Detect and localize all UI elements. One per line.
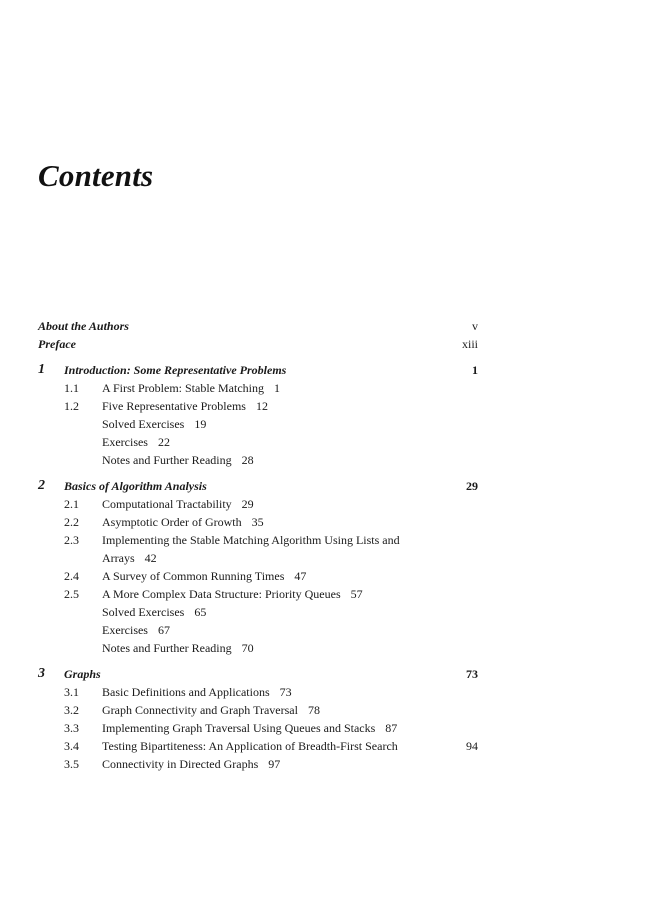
- section-title: Basic Definitions and Applications: [102, 685, 270, 699]
- toc-section-1-1[interactable]: [38, 379, 478, 397]
- toc-section-2-5[interactable]: [38, 585, 478, 603]
- section-number: 1.1: [64, 381, 79, 395]
- section-page: 78: [307, 703, 320, 717]
- section-title: Implementing the Stable Matching Algorithm Using Lists and: [102, 533, 400, 547]
- toc-entry-about-the-authors[interactable]: [38, 317, 478, 335]
- section-page: 87: [385, 721, 398, 735]
- section-title: Solved Exercises: [102, 605, 185, 619]
- table-of-contents: [38, 317, 478, 773]
- section-number: 3.5: [64, 757, 79, 771]
- section-title: Five Representative Problems: [102, 399, 246, 413]
- toc-chapter-2[interactable]: [38, 477, 478, 495]
- toc-section-1-notes[interactable]: [38, 451, 478, 469]
- section-title: Graph Connectivity and Graph Traversal: [102, 703, 298, 717]
- section-page: 70: [241, 641, 254, 655]
- toc-entry-label: Preface: [38, 337, 76, 351]
- chapter-number: 1: [38, 362, 45, 377]
- section-page: 35: [251, 515, 264, 529]
- toc-section-3-5[interactable]: [38, 755, 478, 773]
- section-number: 3.1: [64, 685, 79, 699]
- chapter-title: Graphs: [64, 667, 101, 681]
- section-title: Solved Exercises: [102, 417, 185, 431]
- section-title: Implementing Graph Traversal Using Queues and Stacks: [102, 721, 376, 735]
- toc-entry-label: About the Authors: [38, 319, 129, 333]
- section-number: 3.3: [64, 721, 79, 735]
- section-page: 67: [157, 623, 170, 637]
- chapter-page: 73: [466, 667, 478, 681]
- section-title: A More Complex Data Structure: Priority Queues: [102, 587, 341, 601]
- section-title: Asymptotic Order of Growth: [102, 515, 242, 529]
- section-title-continued: Arrays: [102, 551, 135, 565]
- section-number: 1.2: [64, 399, 79, 413]
- section-number: 3.2: [64, 703, 79, 717]
- section-number: 2.1: [64, 497, 79, 511]
- toc-chapter-1[interactable]: [38, 361, 478, 379]
- section-title: Computational Tractability: [102, 497, 232, 511]
- chapter-number: 3: [38, 666, 45, 681]
- toc-section-2-exercises[interactable]: [38, 621, 478, 639]
- contents-page: [38, 0, 478, 900]
- toc-entry-page: v: [472, 319, 478, 333]
- section-page: 12: [255, 399, 268, 413]
- section-title: Testing Bipartiteness: An Application of Breadth-First Search: [102, 739, 398, 753]
- section-page: 57: [350, 587, 363, 601]
- section-page: 73: [279, 685, 292, 699]
- section-page: 42: [144, 551, 157, 565]
- toc-section-3-4[interactable]: [38, 737, 478, 755]
- toc-entry-preface[interactable]: [38, 335, 478, 353]
- section-title: Connectivity in Directed Graphs: [102, 757, 259, 771]
- chapter-page: 29: [466, 479, 478, 493]
- section-title: Exercises: [102, 435, 148, 449]
- chapter-number: 2: [38, 478, 45, 493]
- chapter-title: Basics of Algorithm Analysis: [64, 479, 207, 493]
- section-page: 22: [157, 435, 170, 449]
- section-number: 2.2: [64, 515, 79, 529]
- section-number: 2.3: [64, 533, 79, 547]
- section-number: 2.5: [64, 587, 79, 601]
- section-page: 29: [241, 497, 254, 511]
- toc-chapter-3[interactable]: [38, 665, 478, 683]
- toc-section-2-2[interactable]: [38, 513, 478, 531]
- section-page: 94: [466, 739, 478, 753]
- toc-section-2-1[interactable]: [38, 495, 478, 513]
- toc-section-2-solved-exercises[interactable]: [38, 603, 478, 621]
- section-page: 19: [194, 417, 207, 431]
- section-title: Notes and Further Reading: [102, 641, 232, 655]
- toc-section-2-3[interactable]: [38, 531, 478, 549]
- section-page: 47: [294, 569, 307, 583]
- toc-section-2-3-continued[interactable]: [38, 549, 478, 567]
- section-title: Exercises: [102, 623, 148, 637]
- toc-section-1-2[interactable]: [38, 397, 478, 415]
- section-title: A First Problem: Stable Matching: [102, 381, 264, 395]
- section-page: 28: [241, 453, 254, 467]
- toc-entry-page: xiii: [461, 337, 478, 351]
- toc-section-3-3[interactable]: [38, 719, 478, 737]
- section-page: 1: [274, 381, 280, 395]
- toc-section-1-solved-exercises[interactable]: [38, 415, 478, 433]
- section-number: 3.4: [64, 739, 79, 753]
- toc-section-2-notes[interactable]: [38, 639, 478, 657]
- toc-section-1-exercises[interactable]: [38, 433, 478, 451]
- section-title: Notes and Further Reading: [102, 453, 232, 467]
- section-page: 97: [268, 757, 281, 771]
- section-number: 2.4: [64, 569, 79, 583]
- chapter-page: 1: [472, 363, 478, 377]
- toc-section-3-2[interactable]: [38, 701, 478, 719]
- page-title: Contents: [38, 158, 154, 193]
- chapter-title: Introduction: Some Representative Problems: [64, 363, 287, 377]
- section-page: 65: [194, 605, 207, 619]
- section-title: A Survey of Common Running Times: [102, 569, 285, 583]
- toc-section-2-4[interactable]: [38, 567, 478, 585]
- toc-section-3-1[interactable]: [38, 683, 478, 701]
